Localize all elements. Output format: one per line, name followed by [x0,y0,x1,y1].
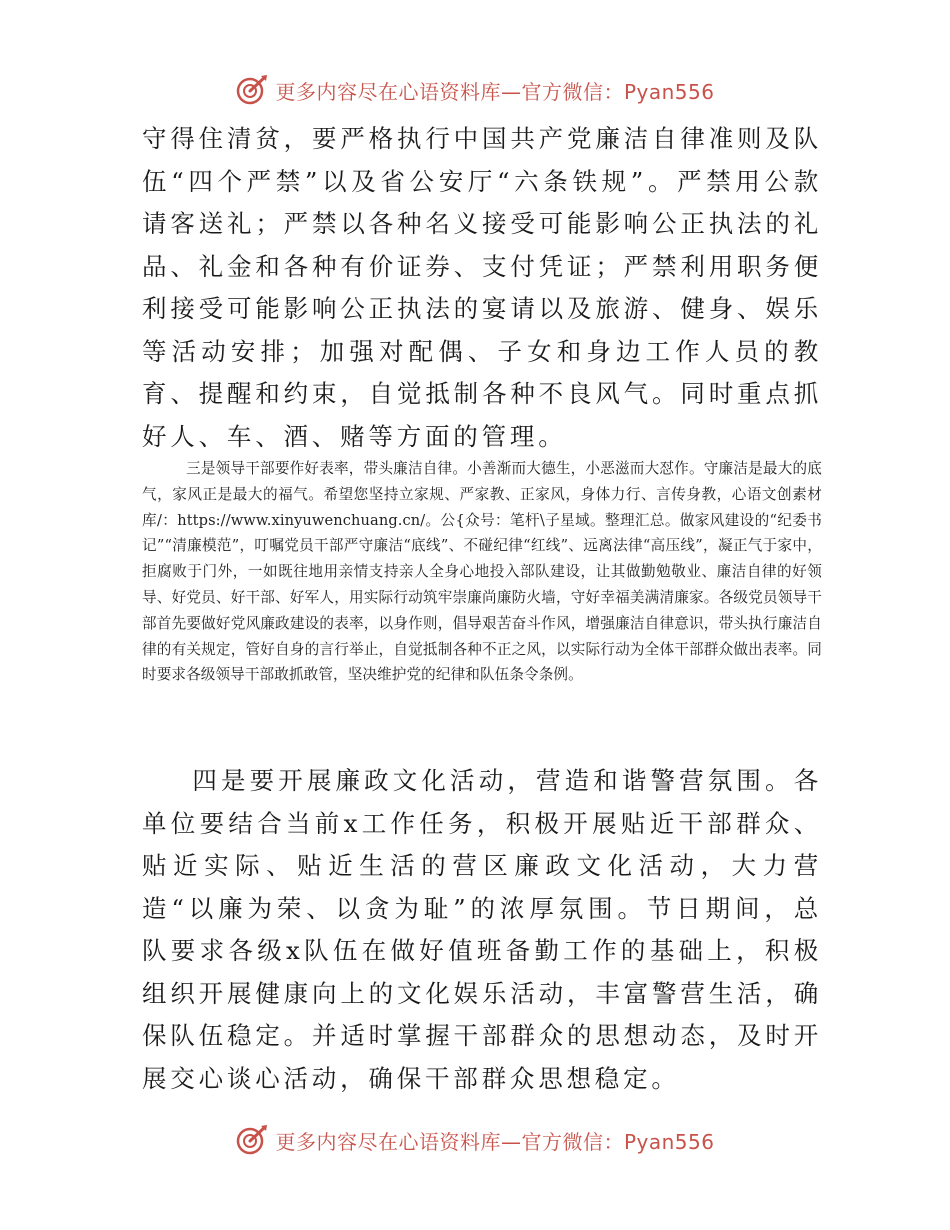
paragraph-3-text: 四是要开展廉政文化活动，营造和谐警营氛围。各单位要结合当前x工作任务，积极开展贴近干部群众、贴近实际、贴近生活的营区廉政文化活动，大力营造“以廉为荣、以贪为耻”的浓厚氛围。节日期间，总队要求各级x队伍在做好值班备勤工作的基础上，积极组织开展健康向上的文化娱乐活动，丰富警营生活，确保队伍稳定。并适时掌握干部群众的思想动态，及时开展交心谈心活动，确保干部群众思想稳定。 [142,766,822,1093]
pen-logo-icon [235,1123,269,1157]
banner-text: 更多内容尽在心语资料库—官方微信：Pyan556 [275,79,715,104]
header-banner [0,70,950,110]
paragraph-2-text: 三是领导干部要作好表率，带头廉洁自律。小善渐而大德生，小恶滋而大怼作。守廉洁是最大的底气，家风正是最大的福气。希望您坚持立家规、严家教、正家风，身体力行、言传身教，心语文创素材库/：https://www.xinyuwenchuang.cn/。公{众号：笔杆\子星域。整理汇总。做家风建设的“纪委书记”“清廉模范”，叮嘱党员干部严守廉洁“底线”、不碰纪律“红线”、远离法律“高压线”，凝正气于家中，拒腐败于门外，一如既往地用亲情支持亲人全身心地投入部队建设，让其做勤勉敬业、廉洁自律的好领导、好党员、好干部、好军人，用实际行动筑牢崇廉尚廉防火墙，守好幸福美满清廉家。各级党员领导干部首先要做好党风廉政建设的表率，以身作则，倡导艰苦奋斗作风，增强廉洁自律意识，带头执行廉洁自律的有关规定，管好自身的言行举止，自觉抵制各种不正之风，以实际行动为全体干部群众做出表率。同时要求各级领导干部敢抓敢管，坚决维护党的纪律和队伍条令条例。 [142,460,822,684]
paragraph-1: 守得住清贫，要严格执行中国共产党廉洁自律准则及队伍“四个严禁”以及省公安厅“六条铁规”。严禁用公款请客送礼；严禁以各种名义接受可能影响公正执法的礼品、礼金和各种有价证券、支付凭证；严禁利用职务便利接受可能影响公正执法的宴请以及旅游、健身、娱乐等活动安排；加强对配偶、子女和身边工作人员的教育、提醒和约束，自觉抵制各种不良风气。同时重点抓好人、车、酒、赌等方面的管理。 [142,124,822,451]
paragraph-3 [142,760,822,1100]
footer-banner [0,1120,950,1160]
pen-logo-icon [235,73,269,107]
paragraph-2 [142,456,822,688]
banner-text: 更多内容尽在心语资料库—官方微信：Pyan556 [275,1129,715,1154]
